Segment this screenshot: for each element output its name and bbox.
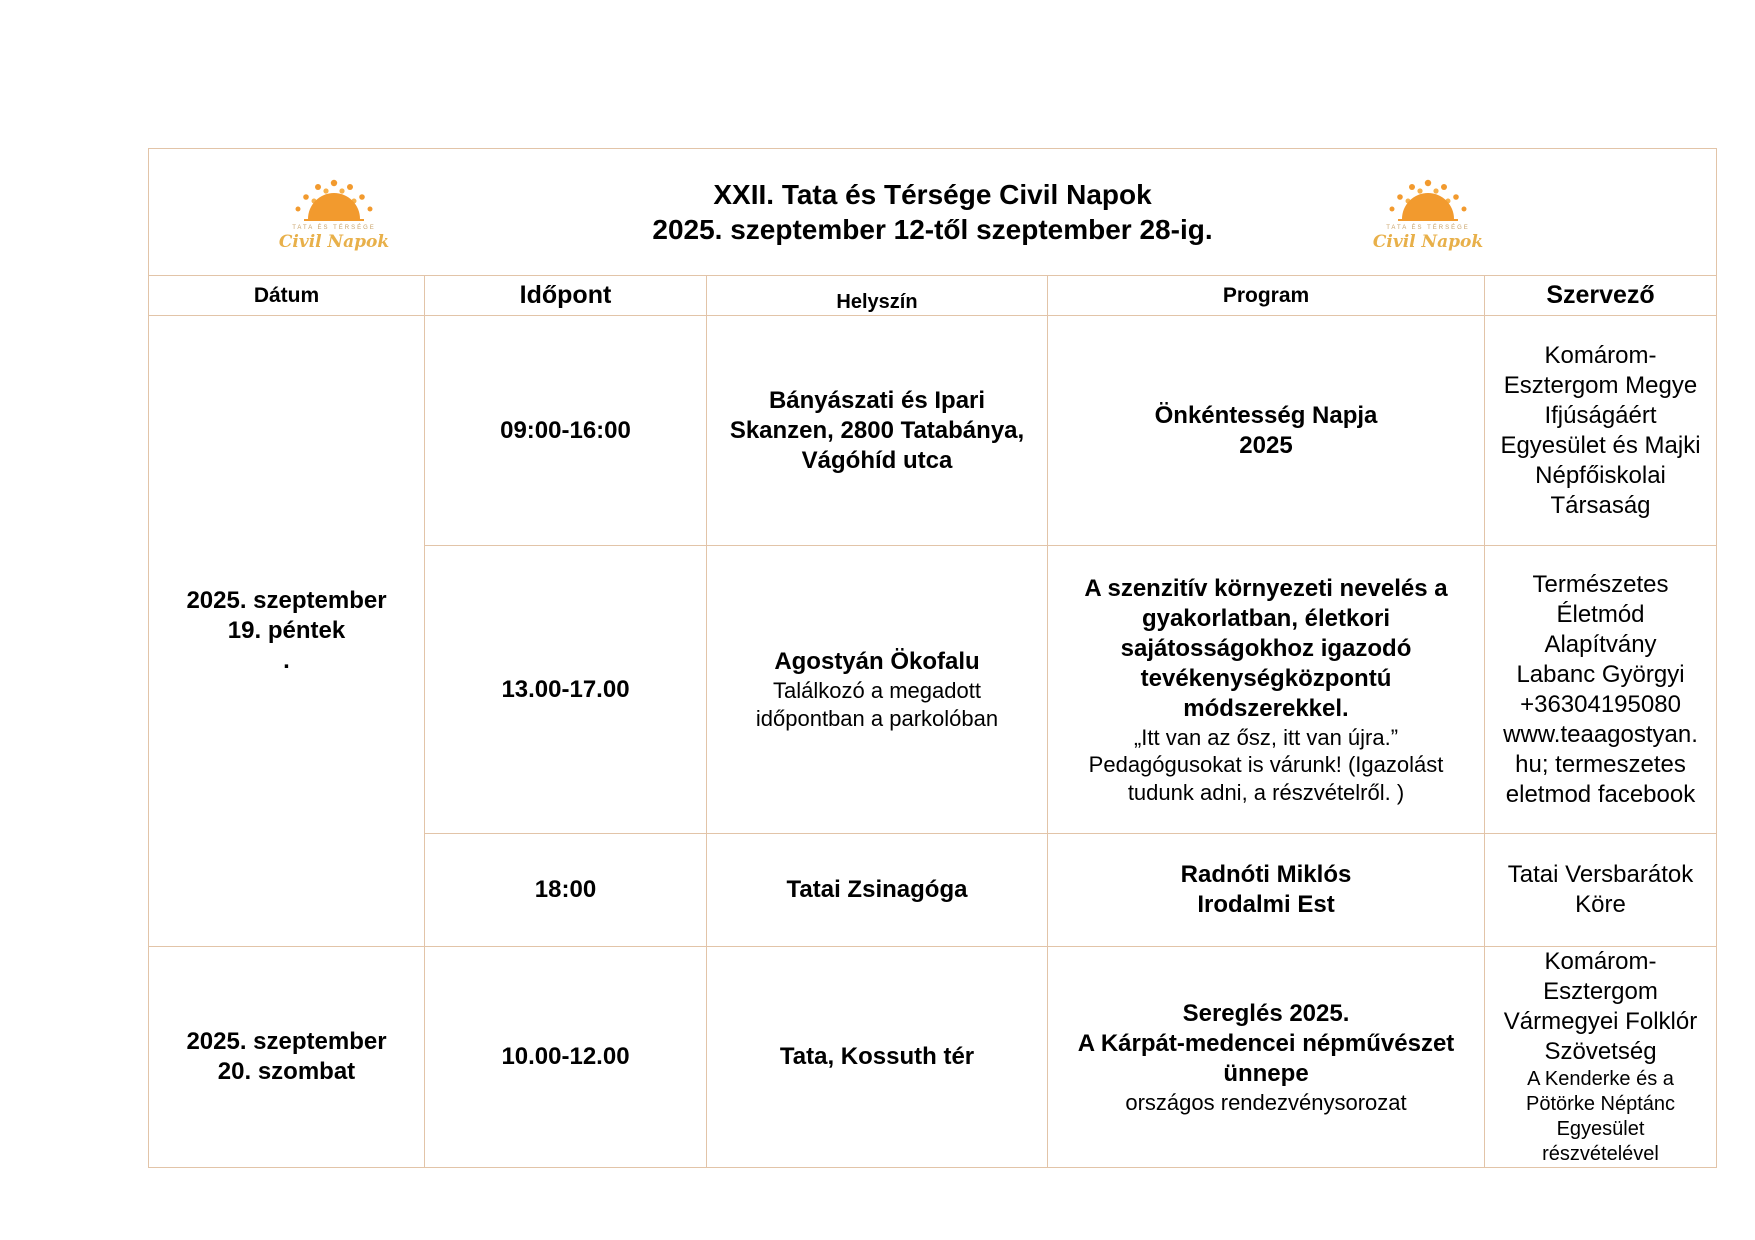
program-note-line: Pedagógusokat is várunk! (Igazolást [1088, 752, 1444, 777]
organizer-note-line: részvételével [1542, 1143, 1659, 1166]
organizer-line: Ifjúságáért [1544, 401, 1657, 429]
organizer-note-line: Pötörke Néptánc [1526, 1093, 1675, 1116]
col-program: Program [1048, 276, 1485, 316]
program-note-line: országos rendezvénysorozat [1125, 1089, 1407, 1115]
place-title: Agostyán Ökofalu [774, 648, 980, 676]
program-line: 2025 [1239, 431, 1293, 459]
logo-top-text: TATA ÉS TÉRSÉGE [292, 225, 376, 231]
place-cell: Tata, Kossuth tér [707, 947, 1048, 1168]
organizer-line: Vármegyei Folklór [1503, 1008, 1698, 1036]
date-cell-day1 [149, 316, 425, 947]
organizer-note-line: Egyesület [1556, 1118, 1645, 1141]
place-line: időpontban a parkolóban [755, 705, 999, 731]
table-row [149, 316, 1717, 546]
program-line: tevékenységközpontú [1140, 664, 1392, 692]
organizer-line: Szövetség [1544, 1038, 1657, 1066]
organizer-line: Esztergom Megye [1503, 371, 1698, 399]
civil-napok-logo-right [1368, 177, 1488, 259]
program-line: Irodalmi Est [1197, 891, 1335, 919]
organizer-cell [1485, 316, 1717, 546]
logo-top-text: TATA ÉS TÉRSÉGE [1386, 225, 1470, 231]
organizer-line: Társaság [1550, 491, 1651, 519]
organizer-line: Labanc Györgyi [1516, 660, 1685, 688]
program-note-line: tudunk adni, a részvételről. ) [1127, 779, 1405, 805]
organizer-line: Esztergom [1543, 978, 1658, 1006]
col-helyszin: Helyszín [707, 276, 1048, 316]
place-line: Bányászati és Ipari [768, 386, 986, 414]
date-line: 2025. szeptember [186, 1028, 387, 1056]
organizer-cell [1485, 834, 1717, 947]
logo-text: Civil Napok [278, 232, 390, 252]
organizer-line: Komárom- [1544, 948, 1657, 976]
time-cell: 10.00-12.00 [425, 947, 707, 1168]
organizer-note-line: A Kenderke és a [1527, 1068, 1674, 1091]
program-line: sajátosságokhoz igazodó [1120, 634, 1412, 662]
col-datum: Dátum [149, 276, 425, 316]
date-line: 2025. szeptember [186, 587, 387, 615]
title-row [149, 149, 1717, 276]
logo-text: Civil Napok [1372, 232, 1484, 252]
col-szervezo: Szervező [1485, 276, 1717, 316]
program-line: Radnóti Miklós [1180, 861, 1352, 889]
date-line: 20. szombat [217, 1058, 356, 1086]
organizer-line: Életmód [1556, 600, 1645, 628]
organizer-line: Alapítvány [1544, 630, 1657, 658]
program-cell [1048, 834, 1485, 947]
organizer-line: www.teaagostyan. [1503, 720, 1698, 748]
program-line: ünnepe [1223, 1059, 1309, 1087]
title-cell [149, 149, 1717, 276]
program-cell [1048, 947, 1485, 1168]
place-cell [707, 316, 1048, 546]
place-line: Skanzen, 2800 Tatabánya, [729, 416, 1025, 444]
organizer-cell [1485, 947, 1717, 1168]
organizer-line: +36304195080 [1520, 690, 1681, 718]
organizer-line: eletmod facebook [1505, 780, 1696, 808]
program-line: Önkéntesség Napja [1154, 401, 1378, 429]
organizer-line: Köre [1575, 891, 1626, 919]
organizer-line: Tatai Versbarátok [1507, 861, 1694, 889]
title-line-1: XXII. Tata és Térsége Civil Napok [713, 179, 1152, 210]
col-idopont: Időpont [425, 276, 707, 316]
time-cell: 18:00 [425, 834, 707, 947]
time-cell: 13.00-17.00 [425, 546, 707, 834]
date-line: 19. péntek [227, 617, 346, 645]
date-line: . [283, 647, 290, 675]
place-cell [707, 546, 1048, 834]
organizer-cell [1485, 546, 1717, 834]
program-line: A szenzitív környezeti nevelés a [1084, 574, 1448, 602]
place-line: Találkozó a megadott [773, 678, 981, 704]
organizer-line: Népfőiskolai [1535, 461, 1666, 489]
program-note-line: „Itt van az ősz, itt van újra.” [1133, 724, 1399, 750]
organizer-line: hu; termeszetes [1515, 750, 1686, 778]
column-header-row [149, 276, 1717, 316]
date-cell-day2 [149, 947, 425, 1168]
program-line: gyakorlatban, életkori [1141, 604, 1391, 632]
program-line: A Kárpát-medencei népművészet [1077, 1029, 1455, 1057]
place-line: Vágóhíd utca [801, 446, 953, 474]
program-line: módszerekkel. [1183, 694, 1349, 722]
organizer-line: Komárom- [1544, 341, 1657, 369]
program-line: Sereglés 2025. [1182, 999, 1350, 1027]
organizer-line: Természetes [1532, 570, 1669, 598]
title-line-2: 2025. szeptember 12-től szeptember 28-ig. [652, 214, 1213, 245]
table-row [149, 947, 1717, 1168]
program-cell [1048, 316, 1485, 546]
program-table [148, 148, 1717, 1168]
organizer-line: Egyesület és Majki [1500, 431, 1701, 459]
civil-napok-logo-left [274, 177, 394, 259]
program-cell [1048, 546, 1485, 834]
place-cell: Tatai Zsinagóga [707, 834, 1048, 947]
time-cell: 09:00-16:00 [425, 316, 707, 546]
